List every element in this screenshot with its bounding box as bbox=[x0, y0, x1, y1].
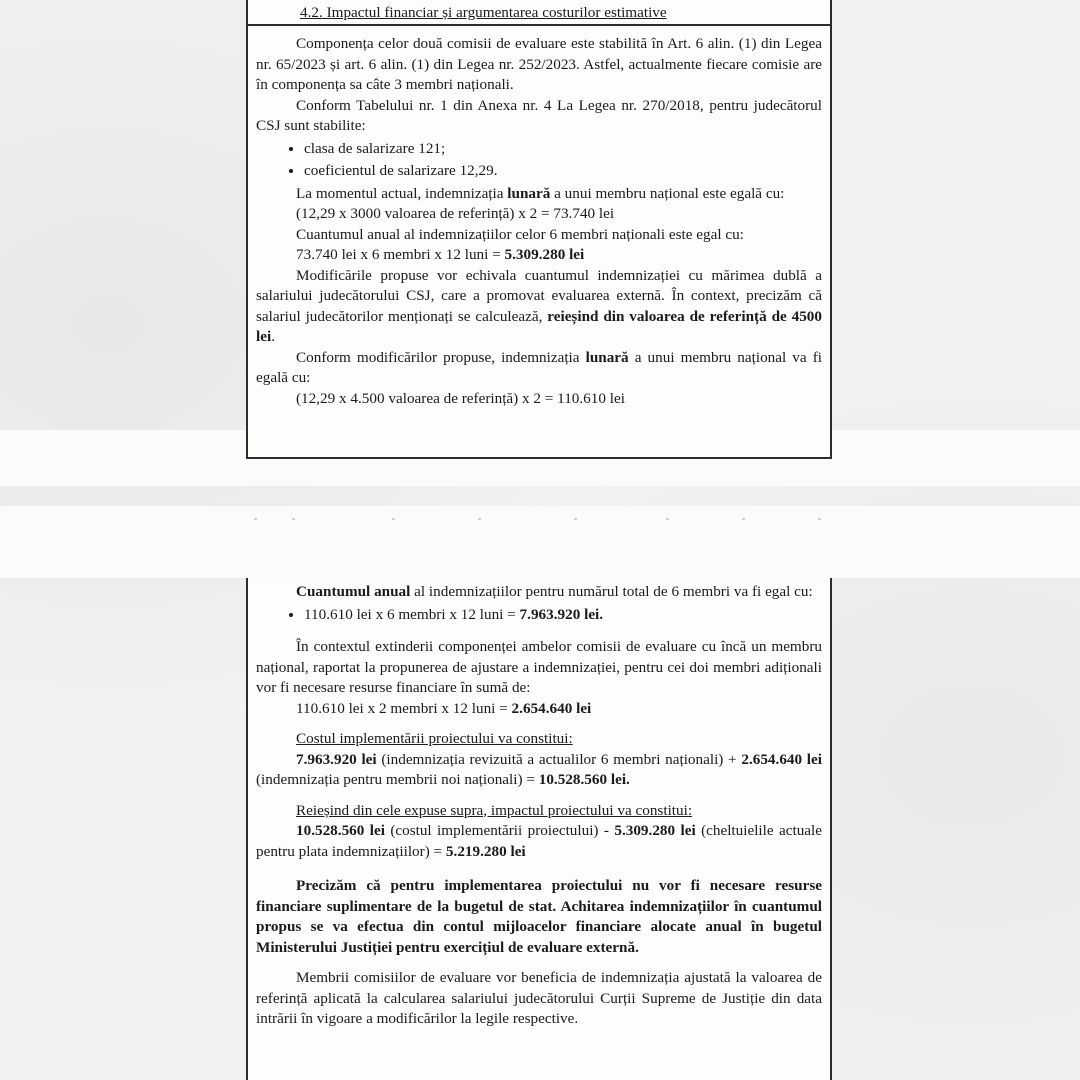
formula: 110.610 lei x 2 membri x 12 luni = 2.654.640 lei bbox=[296, 699, 592, 717]
bullet-list bbox=[256, 139, 822, 182]
formula: 73.740 lei x 6 membri x 12 luni = 5.309.280 lei bbox=[296, 246, 585, 263]
document-page-1 bbox=[246, 0, 832, 459]
paragraph: 10.528.560 lei (costul implementării proiectului) - 5.309.280 lei (cheltuielile actuale pentru plata indemnizațiilor) = 5.219.280 lei bbox=[256, 822, 822, 860]
formula: (12,29 x 4.500 valoarea de referință) x 2 = 110.610 lei bbox=[296, 389, 625, 407]
formula: (12,29 x 3000 valoarea de referință) x 2 = 73.740 lei bbox=[296, 205, 615, 222]
paragraph: Cuantumul anual al indemnizațiilor pentru numărul total de 6 membri va fi egal cu: bbox=[296, 583, 813, 600]
paragraph: Membrii comisiilor de evaluare vor beneficia de indemnizația ajustată la valoarea de referință aplicată la calcularea salariului judecătorului Curții Supreme de Justiție din data intrării în vigoare a modificărilor la legile respective. bbox=[256, 969, 822, 1027]
paragraph: Cuantumul anual al indemnizațiilor celor 6 membri naționali este egal cu: bbox=[296, 225, 744, 243]
document-page-2 bbox=[246, 578, 832, 1080]
scan-noise bbox=[246, 512, 832, 532]
subheading: Costul implementării proiectului va constitui: bbox=[296, 730, 573, 747]
subheading: Reieșind din cele expuse supra, impactul proiectului va constitui: bbox=[296, 801, 693, 819]
paragraph: Conform Tabelului nr. 1 din Anexa nr. 4 La Legea nr. 270/2018, pentru judecătorul CSJ sunt stabilite: bbox=[256, 96, 822, 134]
list-item: • 110.610 lei x 6 membri x 12 luni = 7.963.920 lei. bbox=[304, 605, 822, 626]
highlight-paragraph: Precizăm că pentru implementarea proiectului nu vor fi necesare resurse financiare suplimentare de la bugetul de stat. Achitarea indemnizațiilor în cuantumul propus se va efectua din contul mijloacelor financiare alocate anual în bugetul Ministerului Justiției pentru exercițiul de evaluare externă. bbox=[256, 877, 822, 956]
list-item: • clasa de salarizare 121; bbox=[304, 139, 822, 160]
paragraph: În contextul extinderii componenței ambelor comisii de evaluare cu încă un membru național, raportat la propunerea de ajustare a indemnizației, pentru cei doi membri adiționali vor fi necesare resurse financiare în sumă de: bbox=[256, 638, 822, 696]
paragraph: 7.963.920 lei (indemnizația revizuită a actualilor 6 membri naționali) + 2.654.640 lei (indemnizația pentru membrii noi naționali) = 10.528.560 lei. bbox=[256, 750, 822, 788]
paragraph: Componența celor două comisii de evaluare este stabilită în Art. 6 alin. (1) din Legea nr. 65/2023 și art. 6 alin. (1) din Legea nr. 252/2023. Astfel, actualmente fiecare comisie are în componența sa câte 3 membri naționali. bbox=[256, 35, 822, 93]
paragraph: Modificările propuse vor echivala cuantumul indemnizației cu mărimea dublă a salariului judecătorului CSJ, care a promovat evaluarea externă. În context, precizăm că salariul judecătorilor menționați se calculează, reieșind din valoarea de referință de 4500 lei. bbox=[256, 266, 822, 345]
section-heading: 4.2. Impactul financiar și argumentarea costurilor estimative bbox=[248, 0, 830, 26]
list-item: • coeficientul de salarizare 12,29. bbox=[304, 161, 822, 182]
paragraph: La momentul actual, indemnizația lunară a unui membru național este egală cu: bbox=[296, 184, 785, 202]
bullet-list bbox=[256, 605, 822, 626]
paragraph: Conform modificărilor propuse, indemnizația lunară a unui membru național va fi egală cu: bbox=[256, 348, 822, 386]
